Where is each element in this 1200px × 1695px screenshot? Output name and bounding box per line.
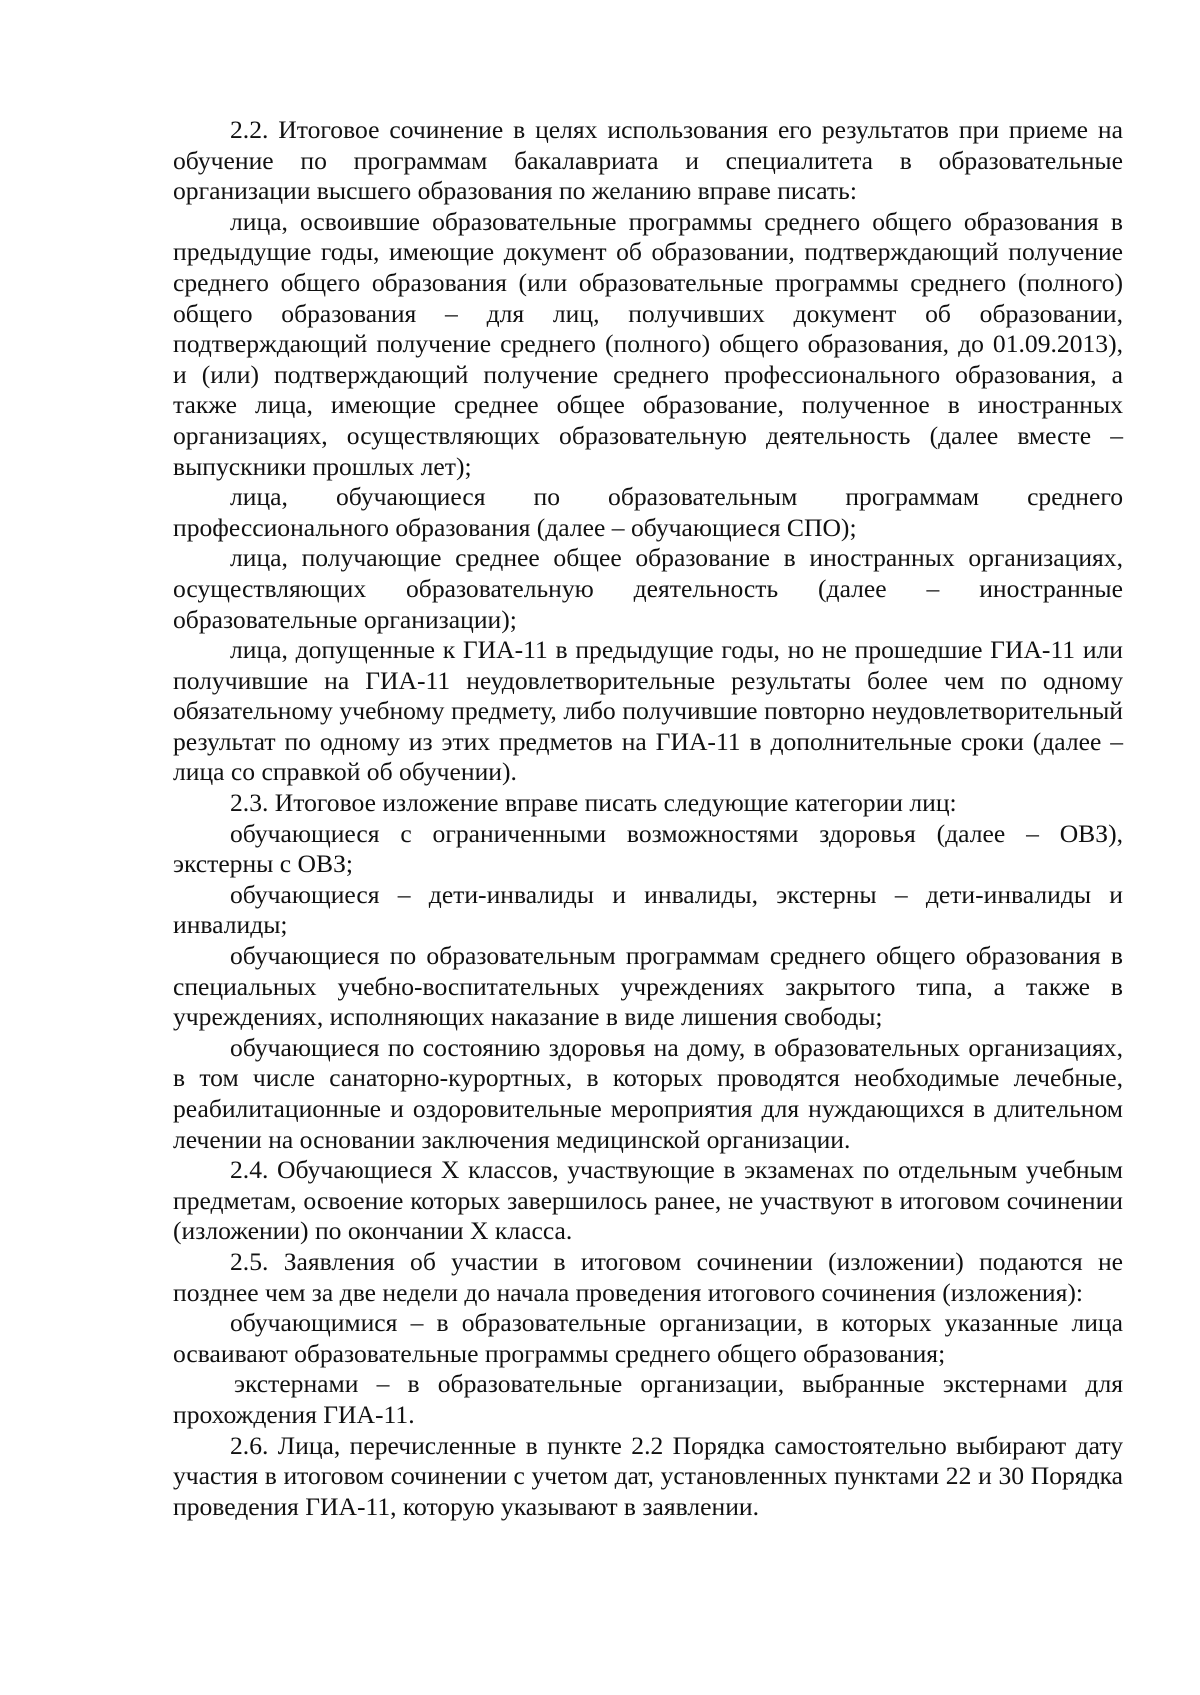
paragraph-graduates-past-years: лица, освоившие образовательные программы среднего общего образования в предыдущие годы, имеющие документ об образовании, подтверждающий получение среднего общего образования (или образовательные программы среднего (полного) общего образования – для лиц, получивших документ об образовании, подтверждающий получение среднего (полного) общего образования, до 01.09.2013), и (или) подтверждающий получение среднего профессионального образования, а также лица, имеющие среднее общее образование, полученное в иностранных организациях, осуществляющих образовательную деятельность (далее вместе – выпускники прошлых лет);: [173, 206, 1123, 481]
paragraph-disabled-students: обучающиеся – дети-инвалиды и инвалиды, экстерны – дети-инвалиды и инвалиды;: [173, 879, 1123, 940]
paragraph-2-2: 2.2. Итоговое сочинение в целях использования его результатов при приеме на обучение по программам бакалавриата и специалитета в образовательные организации высшего образования по желанию вправе писать:: [173, 115, 1123, 206]
paragraph-foreign-organizations: лица, получающие среднее общее образование в иностранных организациях, осуществляющих образовательную деятельность (далее – иностранные образовательные организации);: [173, 543, 1123, 634]
paragraph-students-applications: обучающимися – в образовательные организации, в которых указанные лица осваивают образовательные программы среднего общего образования;: [173, 1308, 1123, 1368]
paragraph-2-4: 2.4. Обучающиеся Х классов, участвующие в экзаменах по отдельным учебным предметам, освоение которых завершилось ранее, не участвуют в итоговом сочинении (изложении) по окончании Х класса.: [173, 1155, 1123, 1246]
paragraph-certificate-holders: лица, допущенные к ГИА-11 в предыдущие годы, но не прошедшие ГИА-11 или получившие на ГИА-11 неудовлетворительные результаты более чем по одному обязательному учебному предмету, либо получившие повторно неудовлетворительный результат по одному из этих предметов на ГИА-11 в дополнительные сроки (далее – лица со справкой об обучении).: [173, 635, 1123, 787]
paragraph-closed-institutions: обучающиеся по образовательным программам среднего общего образования в специальных учебно-воспитательных учреждениях закрытого типа, а также в учреждениях, исполняющих наказание в виде лишения свободы;: [173, 941, 1123, 1032]
paragraph-2-6: 2.6. Лица, перечисленные в пункте 2.2 Порядка самостоятельно выбирают дату участия в итоговом сочинении с учетом дат, установленных пунктами 22 и 30 Порядка проведения ГИА-11, которую указывают в заявлении.: [173, 1430, 1123, 1521]
paragraph-externs-applications: экстернами – в образовательные организации, выбранные экстернами для прохождения ГИА-11.: [173, 1369, 1123, 1429]
paragraph-2-3: 2.3. Итоговое изложение вправе писать следующие категории лиц:: [230, 788, 957, 818]
paragraph-2-5: 2.5. Заявления об участии в итоговом сочинении (изложении) подаются не позднее чем за две недели до начала проведения итогового сочинения (изложения):: [173, 1246, 1123, 1307]
paragraph-ovz-students: обучающиеся с ограниченными возможностями здоровья (далее – ОВЗ), экстерны с ОВЗ;: [173, 818, 1123, 879]
paragraph-spo-students: лица, обучающиеся по образовательным программам среднего профессионального образования (далее – обучающиеся СПО);: [173, 482, 1123, 542]
document-page: [173, 115, 1123, 1522]
paragraph-home-schooling: обучающиеся по состоянию здоровья на дому, в образовательных организациях, в том числе санаторно-курортных, в которых проводятся необходимые лечебные, реабилитационные и оздоровительные мероприятия для нуждающихся в длительном лечении на основании заключения медицинской организации.: [173, 1032, 1123, 1154]
